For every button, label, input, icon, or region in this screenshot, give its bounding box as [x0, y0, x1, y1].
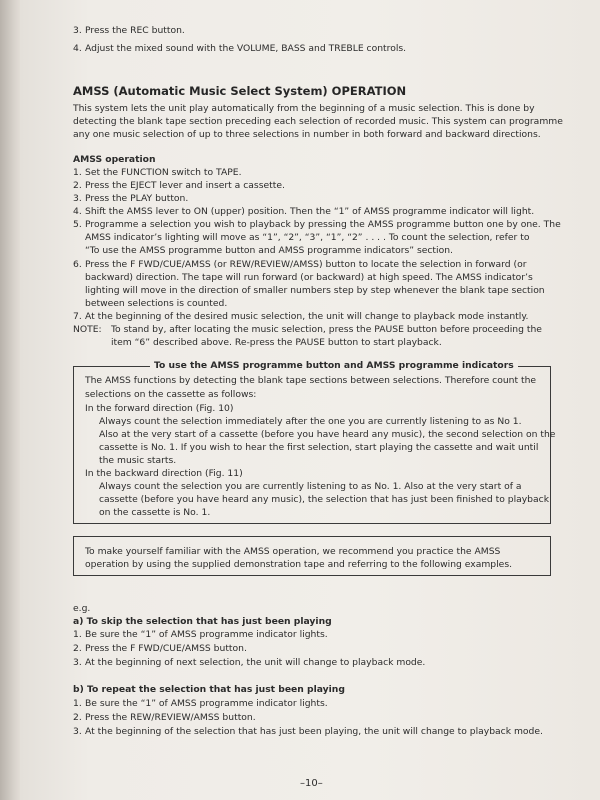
- operation-step: 2. Press the EJECT lever and insert a cassette.: [73, 180, 285, 191]
- intro-line: any one music selection of up to three selections in number in both forward and backward directions.: [73, 129, 541, 140]
- operation-step: 3. Press the PLAY button.: [73, 193, 189, 204]
- box-line: Always count the selection you are currently listening to as No. 1. Also at the very start of a: [99, 481, 522, 492]
- box-subheading: In the forward direction (Fig. 10): [85, 403, 234, 414]
- binding-spine: [0, 0, 20, 800]
- operation-step: 6. Press the F FWD/CUE/AMSS (or REW/REVIEW/AMSS) button to locate the selection in forward (or: [73, 259, 527, 270]
- practice-note-line: To make yourself familiar with the AMSS operation, we recommend you practice the AMSS: [85, 546, 501, 557]
- operation-step-cont: backward) direction. The tape will run forward (or backward) at high speed. The AMSS indicator’s: [85, 272, 533, 283]
- note-line-cont: item “6” described above. Re-press the PAUSE button to start playback.: [111, 337, 442, 348]
- top-step-4: 4. Adjust the mixed sound with the VOLUME, BASS and TREBLE controls.: [73, 43, 407, 54]
- example-a-step: 2. Press the F FWD/CUE/AMSS button.: [73, 643, 247, 654]
- example-a-heading: a) To skip the selection that has just been playing: [73, 616, 332, 627]
- box-line: cassette (before you have heard any music), the selection that has just been finished to playback: [99, 494, 550, 505]
- intro-line: detecting the blank tape section preceding each selection of recorded music. This system can programme: [73, 116, 563, 127]
- box-line: Also at the very start of a cassette (before you have heard any music), the second selection on the: [99, 429, 556, 440]
- operation-step-cont: AMSS indicator’s lighting will move as “1”, “2”, “3”, “1”, “2” . . . . To count the selection, refer to: [85, 232, 530, 243]
- practice-note-line: operation by using the supplied demonstration tape and referring to the following examples.: [85, 559, 513, 570]
- box-line: Always count the selection immediately after the one you are currently listening to as No 1.: [99, 416, 522, 427]
- note-line: NOTE: To stand by, after locating the music selection, press the PAUSE button before proceeding the: [73, 324, 542, 335]
- operation-step-cont: “To use the AMSS programme button and AMSS programme indicators” section.: [85, 245, 453, 256]
- box-line: on the cassette is No. 1.: [99, 507, 211, 518]
- box-subheading: In the backward direction (Fig. 11): [85, 468, 243, 479]
- operation-step-cont: lighting will move in the direction of smaller numbers step by step whenever the blank tape section: [85, 285, 545, 296]
- box-line: the music starts.: [99, 455, 177, 466]
- example-a-step: 1. Be sure the “1” of AMSS programme indicator lights.: [73, 629, 328, 640]
- example-b-step: 2. Press the REW/REVIEW/AMSS button.: [73, 712, 256, 723]
- top-step-3: 3. Press the REC button.: [73, 25, 185, 36]
- eg-label: e.g.: [73, 603, 91, 614]
- intro-line: This system lets the unit play automatically from the beginning of a music selection. This is done by: [73, 103, 535, 114]
- box-line: cassette is No. 1. If you wish to hear the first selection, start playing the cassette and wait until: [99, 442, 539, 453]
- amss-indicator-box-title: To use the AMSS programme button and AMSS programme indicators: [150, 360, 518, 371]
- example-a-step: 3. At the beginning of next selection, the unit will change to playback mode.: [73, 657, 426, 668]
- operation-step: 1. Set the FUNCTION switch to TAPE.: [73, 167, 242, 178]
- box-line: The AMSS functions by detecting the blank tape sections between selections. Therefore count the: [85, 375, 537, 386]
- example-b-step: 1. Be sure the “1” of AMSS programme indicator lights.: [73, 698, 328, 709]
- page-number: –10–: [300, 778, 323, 789]
- example-b-step: 3. At the beginning of the selection that has just been playing, the unit will change to playback mode.: [73, 726, 543, 737]
- example-b-heading: b) To repeat the selection that has just been playing: [73, 684, 345, 695]
- operation-step-cont: between selections is counted.: [85, 298, 228, 309]
- section-title: AMSS (Automatic Music Select System) OPERATION: [73, 84, 407, 98]
- operation-step: 7. At the beginning of the desired music selection, the unit will change to playback mode instantly.: [73, 311, 529, 322]
- operation-step: 4. Shift the AMSS lever to ON (upper) position. Then the “1” of AMSS programme indicator will light.: [73, 206, 535, 217]
- operation-step: 5. Programme a selection you wish to playback by pressing the AMSS programme button one by one. The: [73, 219, 561, 230]
- box-line: selections on the cassette as follows:: [85, 389, 257, 400]
- operation-heading: AMSS operation: [73, 154, 156, 165]
